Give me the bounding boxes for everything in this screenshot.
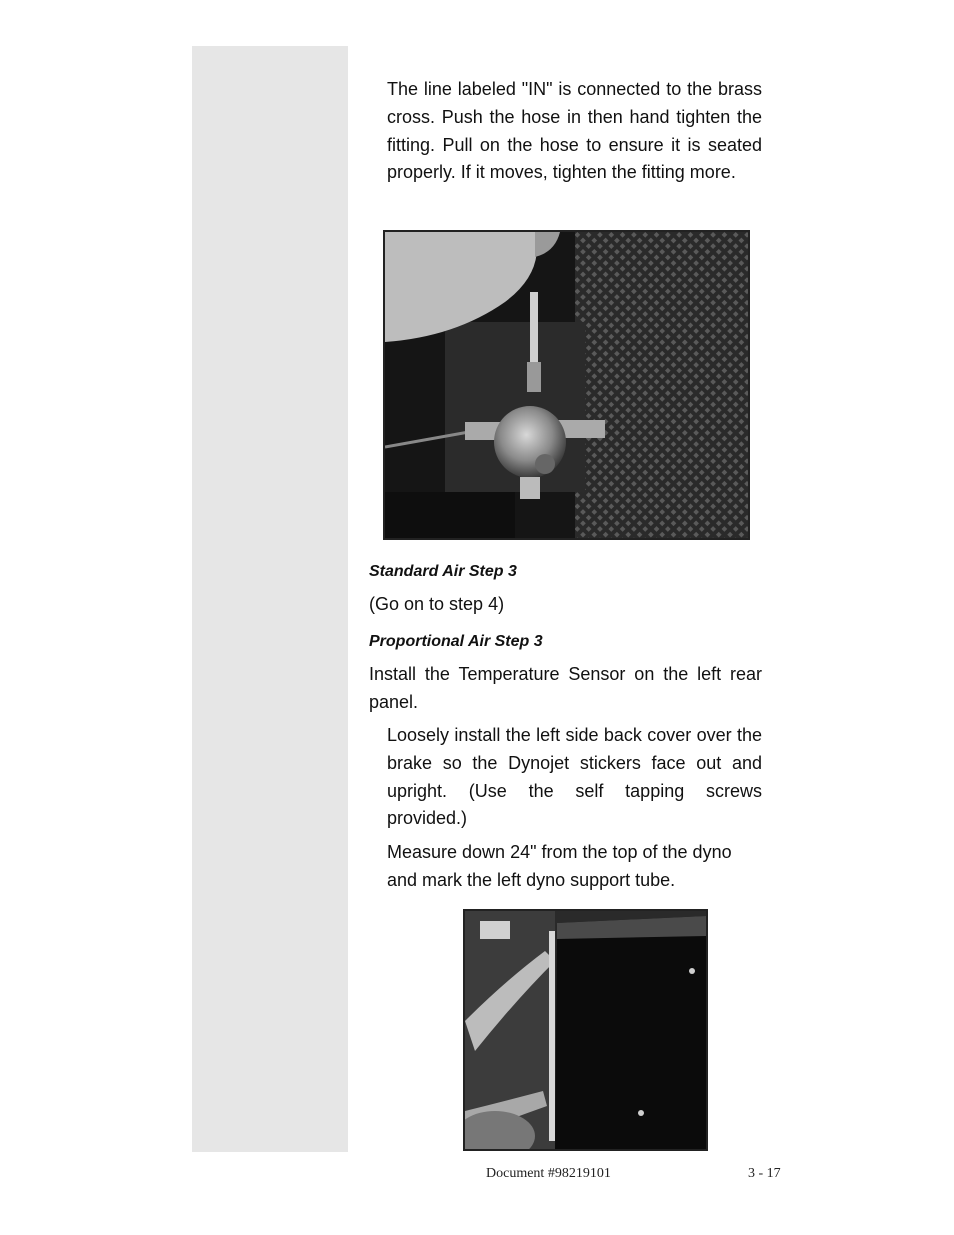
left-margin-bar xyxy=(192,46,348,1152)
in-line-instruction: The line labeled "IN" is connected to the brass cross. Push the hose in then hand tighten the fitting. Pull on the hose to ensure it is seated properly. If it moves, tighten the fitting more. xyxy=(387,79,762,183)
brass-cross-image xyxy=(385,232,748,538)
proportional-air-step-text: Install the Temperature Sensor on the left rear panel. xyxy=(369,664,762,712)
page-number: 3 - 17 xyxy=(748,1166,781,1181)
standard-air-step-heading: Standard Air Step 3 xyxy=(369,563,517,580)
measure-support-tube-photo xyxy=(463,909,708,1151)
brass-cross-photo xyxy=(383,230,750,540)
standard-air-step-text: (Go on to step 4) xyxy=(369,594,505,614)
measure-instruction: Measure down 24" from the top of the dyno and mark the left dyno support tube. xyxy=(387,842,732,890)
document-number: Document #98219101 xyxy=(486,1166,611,1181)
back-cover-instruction: Loosely install the left side back cover over the brake so the Dynojet stickers face out and upright. (Use the self tapping screws provided.) xyxy=(387,725,762,829)
measure-tube-image xyxy=(465,911,706,1149)
proportional-air-step-heading: Proportional Air Step 3 xyxy=(369,633,543,650)
